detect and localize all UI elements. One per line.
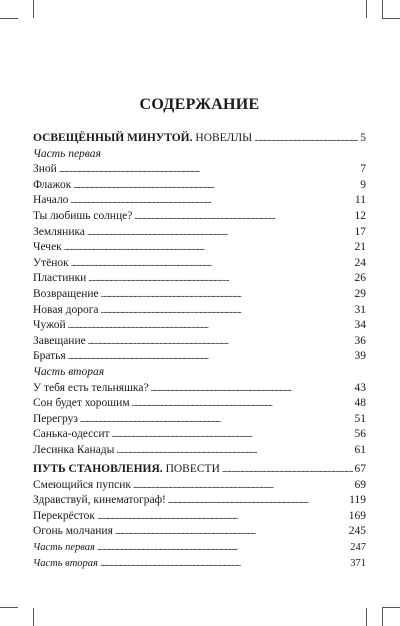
crop-mark-bottom-right xyxy=(366,608,367,626)
toc-entry xyxy=(33,443,366,459)
toc-entry xyxy=(33,427,366,443)
section-title: ОСВЕЩЁННЫЙ МИНУТОЙ. НОВЕЛЛЫ xyxy=(33,132,253,144)
leader-dots xyxy=(101,287,353,303)
leader-dots xyxy=(70,193,352,209)
toc-entry xyxy=(33,271,366,287)
entry-title: Чечек xyxy=(33,241,62,254)
leader-dots xyxy=(222,462,353,478)
leader-dots xyxy=(68,349,353,365)
toc-entry xyxy=(33,240,366,256)
leader-dots xyxy=(100,556,348,572)
toc-section-novellas xyxy=(33,131,366,458)
leader-dots xyxy=(112,427,353,443)
page-number: 34 xyxy=(354,319,366,332)
page-number: 24 xyxy=(354,256,366,269)
entry-title: Часть вторая xyxy=(33,557,98,569)
toc-entry xyxy=(33,334,366,350)
leader-dots xyxy=(97,509,347,525)
leader-dots xyxy=(116,443,352,459)
toc-entry xyxy=(33,225,366,241)
page-title: СОДЕРЖАНИЕ xyxy=(139,96,260,113)
leader-dots xyxy=(115,524,347,540)
toc-entry xyxy=(33,209,366,225)
crop-mark-top-left-h xyxy=(0,18,18,19)
page-number: 36 xyxy=(354,334,366,347)
leader-dots xyxy=(134,209,352,225)
entry-title: Флажок xyxy=(33,178,72,191)
toc-entry xyxy=(33,303,366,319)
page-number: 26 xyxy=(354,272,366,285)
page-number: 9 xyxy=(360,178,366,191)
leader-dots xyxy=(132,396,353,412)
leader-dots xyxy=(97,540,348,556)
page-number: 169 xyxy=(348,509,366,522)
crop-mark-right-top xyxy=(382,0,383,18)
section-heading xyxy=(33,131,366,147)
entry-title: Земляника xyxy=(33,225,85,238)
entry-title: Ты любишь солнце? xyxy=(33,209,133,222)
page-number: 247 xyxy=(350,541,366,553)
page-number: 11 xyxy=(354,194,366,207)
entry-title: Санька-одессит xyxy=(33,428,110,441)
leader-dots xyxy=(68,318,353,334)
toc-entry xyxy=(33,524,366,540)
section-heading xyxy=(33,462,366,478)
entry-title: Начало xyxy=(33,194,69,207)
entry-title: Огонь молчания xyxy=(33,525,113,538)
leader-dots xyxy=(133,478,353,494)
page-number: 371 xyxy=(350,557,366,569)
entry-title: У тебя есть тельняшка? xyxy=(33,381,149,394)
toc-entry xyxy=(33,381,366,397)
toc-entry xyxy=(33,509,366,525)
toc-entry xyxy=(33,478,366,494)
entry-title: Чужой xyxy=(33,319,66,332)
section-title: ПУТЬ СТАНОВЛЕНИЯ. ПОВЕСТИ xyxy=(33,463,220,475)
leader-dots xyxy=(87,225,353,241)
entry-title: Перегруз xyxy=(33,412,78,425)
toc-entry xyxy=(33,256,366,272)
page-number: 12 xyxy=(354,209,366,222)
page-number: 17 xyxy=(354,225,366,238)
page-number: 31 xyxy=(354,303,366,316)
toc-entry xyxy=(33,396,366,412)
toc-entry xyxy=(33,493,366,509)
crop-mark-right-bottom xyxy=(382,608,383,626)
part-label: Часть первая xyxy=(33,147,101,160)
page-number: 21 xyxy=(354,241,366,254)
toc-entry xyxy=(33,287,366,303)
page-number: 245 xyxy=(348,525,366,538)
entry-title: Здравствуй, кинематограф! xyxy=(33,494,166,507)
leader-dots xyxy=(88,334,353,350)
toc-sub-entry xyxy=(33,556,366,572)
entry-title: Возвращение xyxy=(33,287,99,300)
part-label: Часть вторая xyxy=(33,365,105,378)
toc-entry xyxy=(33,193,366,209)
toc-section-novellas-2 xyxy=(33,462,366,571)
page-number: 29 xyxy=(354,287,366,300)
leader-dots xyxy=(254,131,358,147)
leader-dots xyxy=(168,493,347,509)
entry-title: Пластинки xyxy=(33,272,87,285)
leader-dots xyxy=(88,271,352,287)
page-number: 43 xyxy=(354,381,366,394)
crop-mark-bottom-left xyxy=(33,608,34,626)
crop-mark-bottom-left-h xyxy=(0,607,18,608)
entry-title: Часть первая xyxy=(33,541,95,553)
entry-title: Лесинка Канады xyxy=(33,443,115,456)
crop-mark-bottom-right-h xyxy=(382,607,400,608)
leader-dots xyxy=(80,412,353,428)
leader-dots xyxy=(59,162,358,178)
entry-title: Братья xyxy=(33,350,66,363)
entry-title: Сон будет хорошим xyxy=(33,397,130,410)
crop-mark-top-right-h xyxy=(382,18,400,19)
page-number: 48 xyxy=(354,397,366,410)
toc-entry xyxy=(33,178,366,194)
toc-entry xyxy=(33,162,366,178)
crop-mark-top-right xyxy=(366,0,367,18)
toc-entry xyxy=(33,349,366,365)
leader-dots xyxy=(101,303,353,319)
leader-dots xyxy=(151,381,353,397)
leader-dots xyxy=(71,256,353,272)
entry-title: Завещание xyxy=(33,334,86,347)
page-number: 5 xyxy=(360,132,366,144)
page-number: 56 xyxy=(354,428,366,441)
entry-title: Перекрёсток xyxy=(33,509,96,522)
entry-title: Утёнок xyxy=(33,256,69,269)
crop-mark-top-left xyxy=(33,0,34,18)
page-number: 51 xyxy=(354,412,366,425)
entry-title: Новая дорога xyxy=(33,303,99,316)
leader-dots xyxy=(73,178,358,194)
leader-dots xyxy=(64,240,353,256)
page-number: 39 xyxy=(354,350,366,363)
toc-entry xyxy=(33,318,366,334)
toc-sub-entry xyxy=(33,540,366,556)
entry-title: Зной xyxy=(33,163,57,176)
toc-entry xyxy=(33,412,366,428)
page-number: 7 xyxy=(360,163,366,176)
page-number: 61 xyxy=(354,443,366,456)
page-number: 67 xyxy=(354,463,366,475)
page-number: 119 xyxy=(349,494,366,507)
entry-title: Смеющийся пупсик xyxy=(33,478,131,491)
page-number: 69 xyxy=(354,478,366,491)
